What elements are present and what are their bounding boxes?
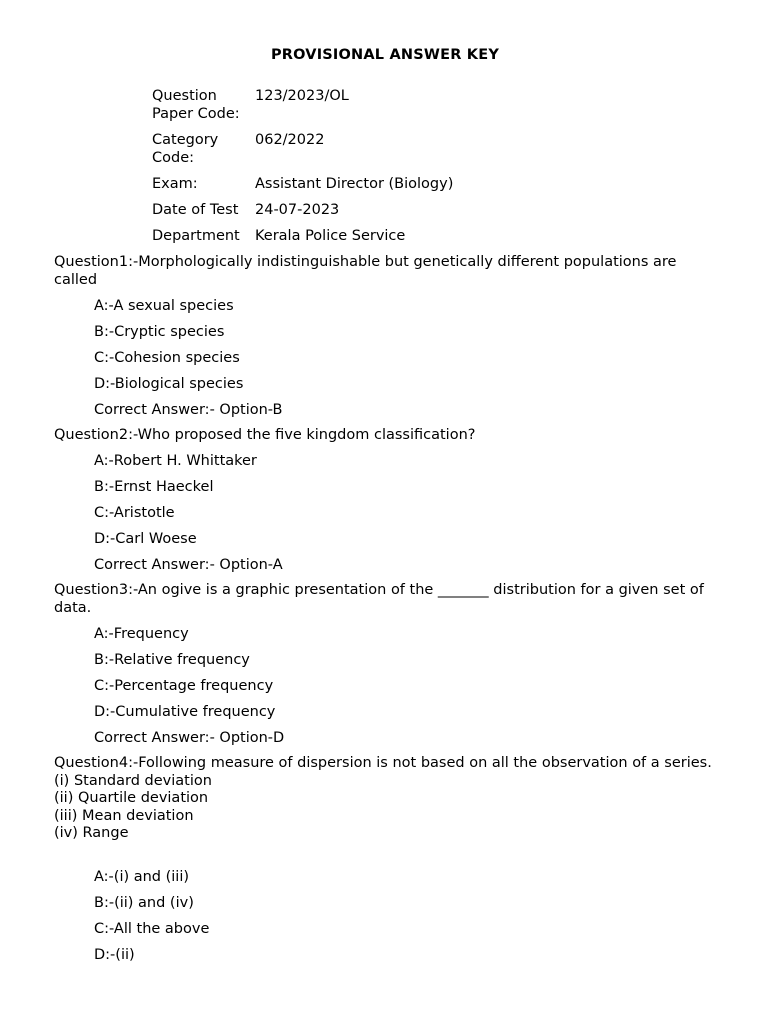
correct-answer: Correct Answer:- Option-A xyxy=(94,557,283,573)
option-a: A:-Robert H. Whittaker xyxy=(94,453,257,469)
correct-answer: Correct Answer:- Option-D xyxy=(94,730,285,746)
question-2-options xyxy=(54,453,714,583)
exam-value: Assistant Director (Biology) xyxy=(255,176,454,192)
question-text: Question1:-Morphologically indistinguishable but genetically different populations are called xyxy=(54,254,677,288)
option-c: C:-Percentage frequency xyxy=(94,678,274,694)
option-b: B:-(ii) and (iv) xyxy=(94,895,194,911)
option-b: B:-Relative frequency xyxy=(94,652,250,668)
correct-answer: Correct Answer:- Option-B xyxy=(94,402,283,418)
paper-code-value: 123/2023/OL xyxy=(255,88,349,104)
option-c: C:-Cohesion species xyxy=(94,350,240,366)
department-row xyxy=(152,228,453,246)
option-b: B:-Cryptic species xyxy=(94,324,225,340)
paper-code-label: Question Paper Code: xyxy=(152,88,240,122)
question-text: Question2:-Who proposed the five kingdom classification? xyxy=(54,427,476,443)
paper-info-table xyxy=(152,88,453,246)
option-c: C:-All the above xyxy=(94,921,210,937)
option-b: B:-Ernst Haeckel xyxy=(94,479,214,495)
category-code-label: Category Code: xyxy=(152,132,219,166)
option-d: D:-Biological species xyxy=(94,376,244,392)
option-a: A:-A sexual species xyxy=(94,298,234,314)
option-d: D:-Carl Woese xyxy=(94,531,197,547)
exam-label: Exam: xyxy=(152,176,198,192)
date-label: Date of Test xyxy=(152,202,239,218)
question-4-options xyxy=(54,869,714,973)
question-text: Question4:-Following measure of dispersion is not based on all the observation of a series. (i) Standard deviation (ii) Quartile deviation (iii) Mean deviation (iv) Range xyxy=(54,755,712,841)
option-d: D:-Cumulative frequency xyxy=(94,704,276,720)
category-code-value: 062/2022 xyxy=(255,132,325,148)
question-1-options xyxy=(54,298,714,428)
option-d: D:-(ii) xyxy=(94,947,135,963)
option-c: C:-Aristotle xyxy=(94,505,175,521)
category-code-row xyxy=(152,132,453,176)
option-a: A:-Frequency xyxy=(94,626,189,642)
question-3 xyxy=(54,582,714,617)
department-value: Kerala Police Service xyxy=(255,228,406,244)
question-2 xyxy=(54,427,714,445)
date-row xyxy=(152,202,453,228)
question-text: Question3:-An ogive is a graphic presentation of the _______ distribution for a given set of data. xyxy=(54,582,704,616)
option-a: A:-(i) and (iii) xyxy=(94,869,190,885)
date-value: 24-07-2023 xyxy=(255,202,340,218)
paper-code-row xyxy=(152,88,453,132)
question-4 xyxy=(54,755,714,843)
department-label: Department xyxy=(152,228,240,244)
exam-row xyxy=(152,176,453,202)
page-title: PROVISIONAL ANSWER KEY xyxy=(270,47,500,63)
question-1 xyxy=(54,254,714,289)
question-3-options xyxy=(54,626,714,756)
